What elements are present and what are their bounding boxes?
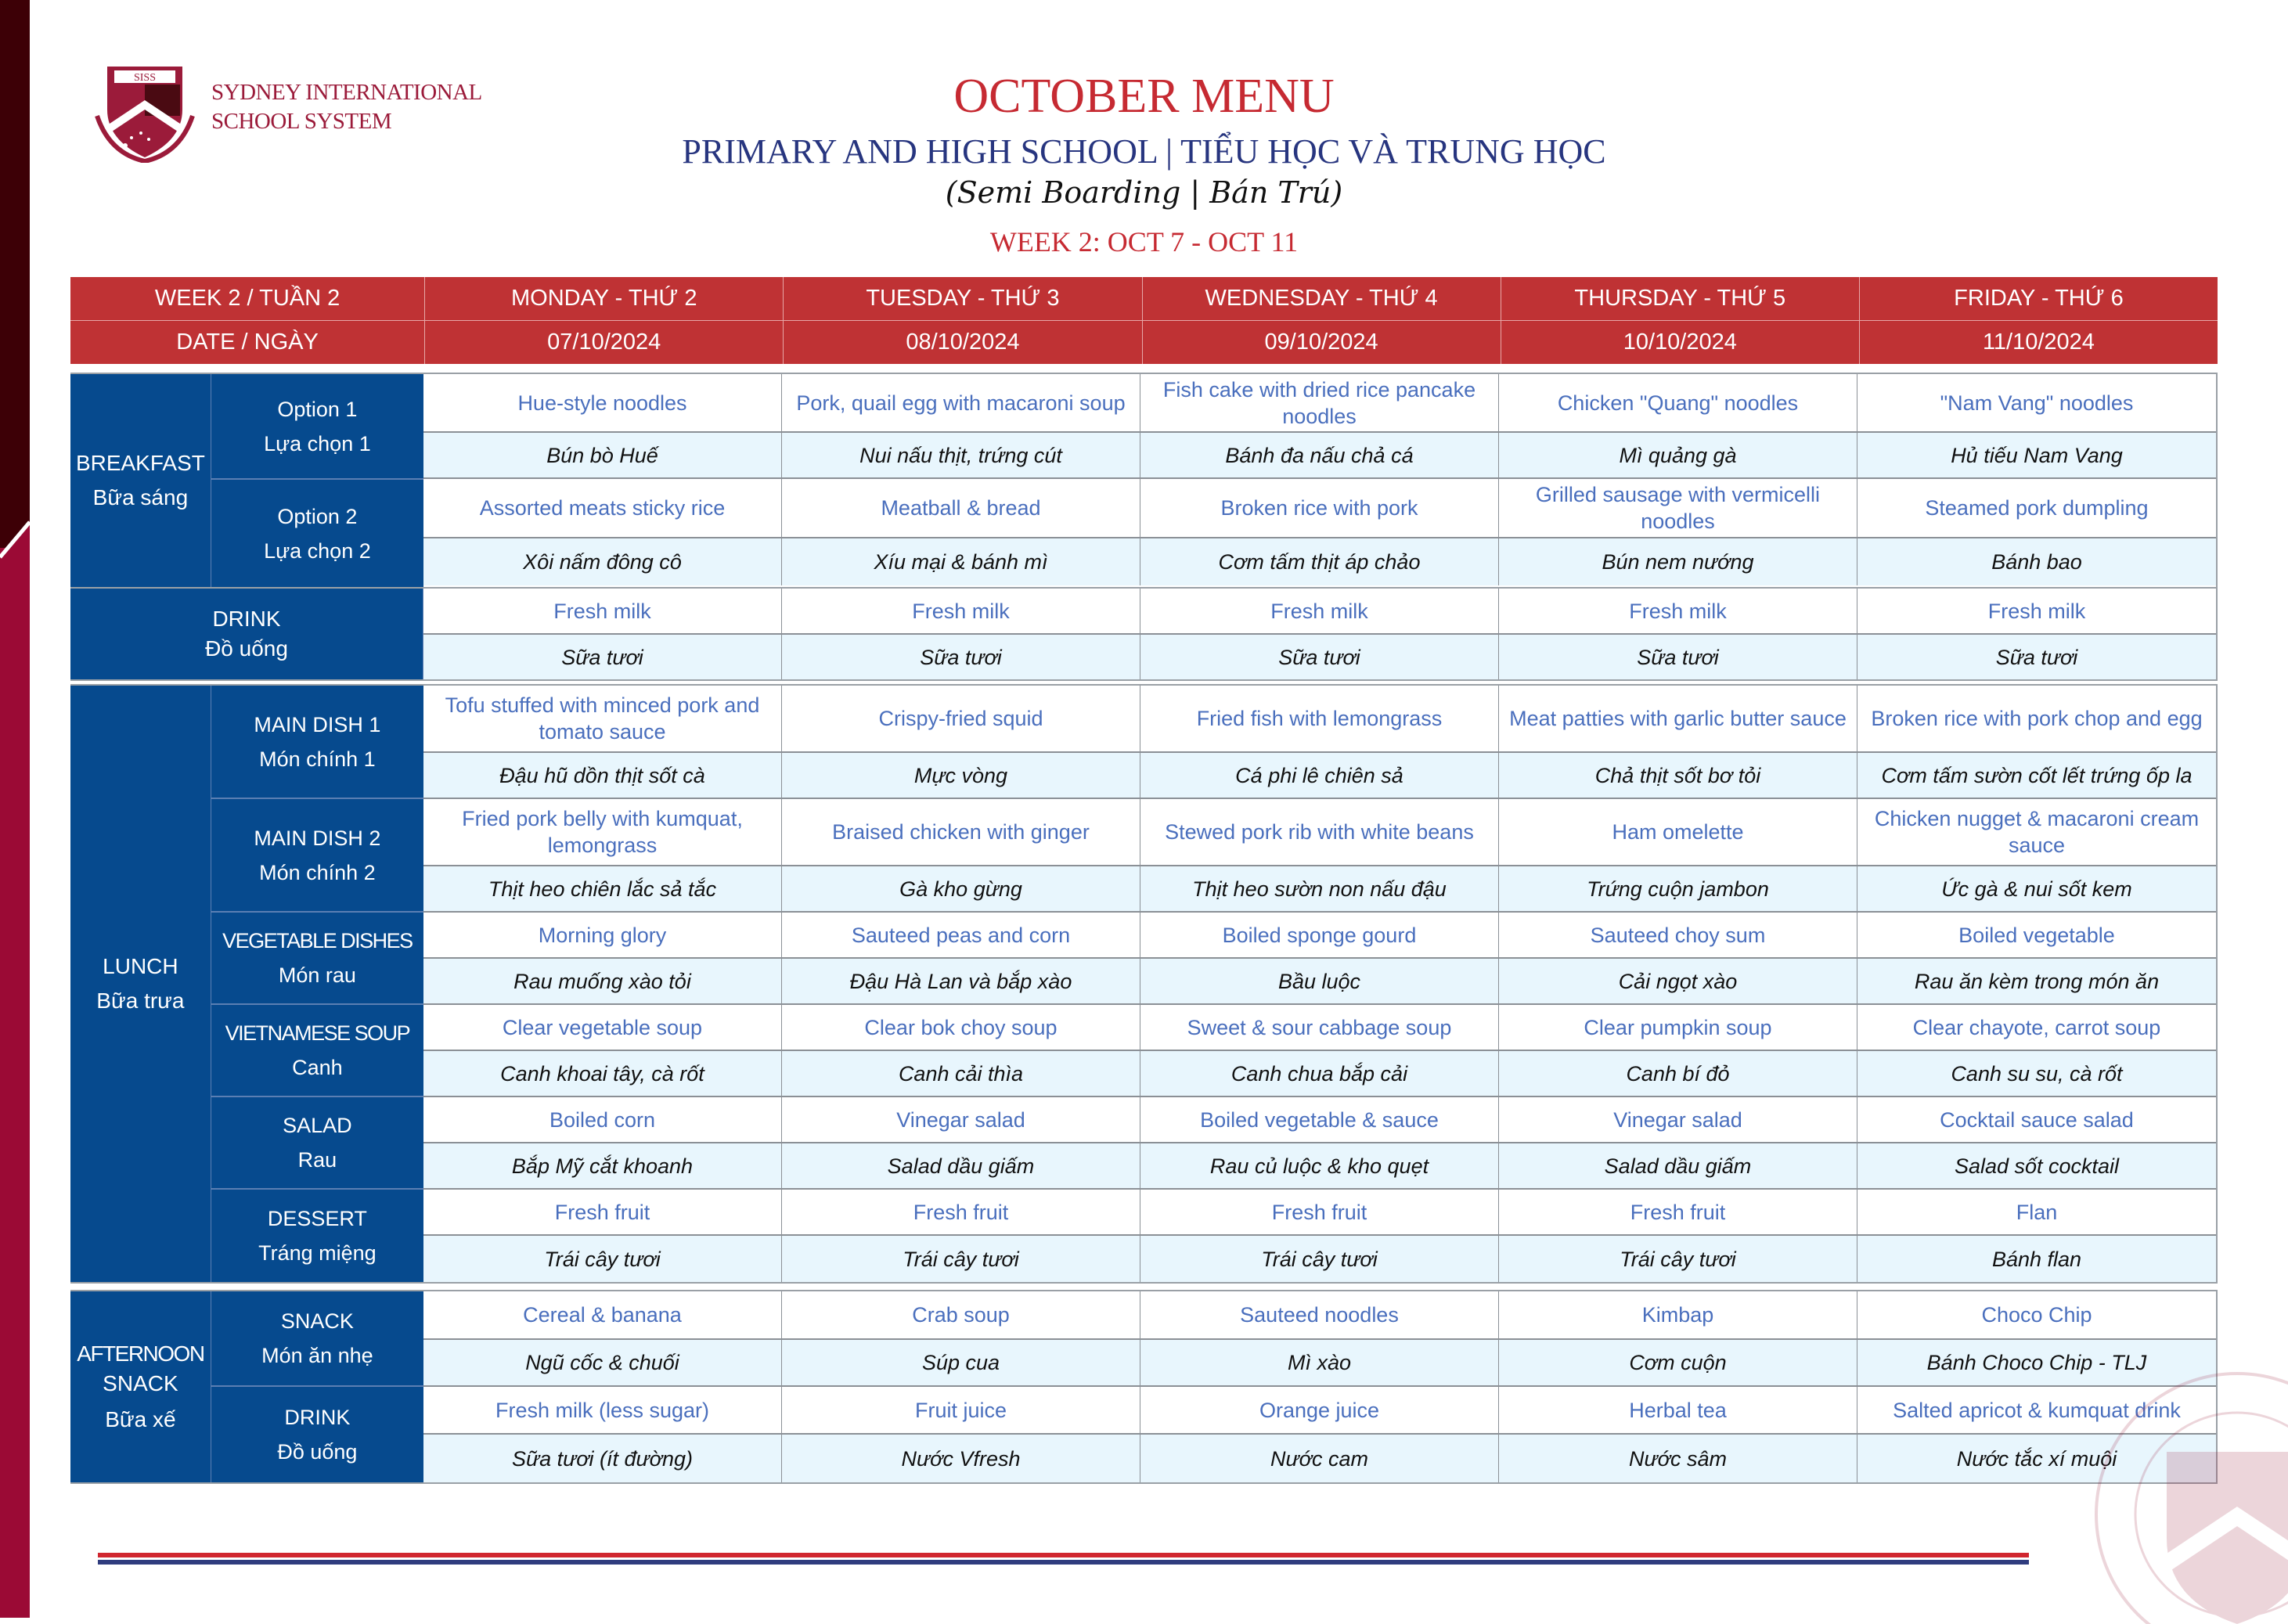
soup-label-vi: Canh bbox=[292, 1056, 343, 1079]
menu-cell: Chicken nugget & macaroni cream sauce bbox=[1874, 807, 2200, 857]
lunch-table bbox=[70, 684, 2218, 1284]
menu-cell: Fresh fruit bbox=[1140, 1190, 1499, 1234]
breakfast-drink-label-vi: Đồ uống bbox=[205, 636, 288, 661]
menu-cell: Bầu luộc bbox=[1140, 959, 1499, 1003]
menu-cell: Tofu stuffed with minced pork and tomato sauce bbox=[423, 686, 782, 751]
table-row bbox=[423, 913, 2216, 959]
menu-cell: Nước cam bbox=[1140, 1435, 1499, 1482]
menu-cell: Grilled sausage with vermicelli noodles bbox=[1499, 479, 1857, 537]
breakfast-label-en: BREAKFAST bbox=[75, 451, 205, 475]
page-title: OCTOBER MENU bbox=[953, 70, 1335, 123]
menu-cell: Fresh milk bbox=[423, 589, 782, 633]
afternoon-label-en1: AFTERNOON bbox=[77, 1341, 204, 1366]
menu-cell: Ức gà & nui sốt kem bbox=[1941, 877, 2132, 901]
menu-cell: Salad dầu giấm bbox=[782, 1143, 1140, 1188]
menu-cell: Bánh flan bbox=[1991, 1247, 2082, 1271]
menu-cell: Sweet & sour cabbage soup bbox=[1140, 1005, 1499, 1050]
salad-label-en: SALAD bbox=[283, 1114, 352, 1137]
menu-cell: Clear chayote, carrot soup bbox=[1912, 1015, 2161, 1039]
menu-cell: Crispy-fried squid bbox=[782, 686, 1140, 751]
menu-cell: Fresh milk bbox=[1140, 589, 1499, 633]
afternoon-table bbox=[70, 1290, 2218, 1484]
menu-cell: Trái cây tươi bbox=[1140, 1236, 1499, 1282]
main1-label-vi: Món chính 1 bbox=[259, 747, 376, 771]
table-row bbox=[423, 635, 2216, 679]
main1-label-en: MAIN DISH 1 bbox=[254, 712, 381, 736]
menu-cell: Fresh milk bbox=[1987, 599, 2086, 623]
menu-cell: Trái cây tươi bbox=[1499, 1236, 1857, 1282]
afternoon-label bbox=[70, 1291, 211, 1482]
menu-cell: Sauteed peas and corn bbox=[782, 913, 1140, 957]
breakfast-section bbox=[70, 373, 2218, 681]
menu-cell: Boiled sponge gourd bbox=[1140, 913, 1499, 957]
table-header bbox=[70, 277, 2218, 364]
snack-label bbox=[211, 1291, 423, 1387]
menu-cell: Thịt heo sườn non nấu đậu bbox=[1140, 866, 1499, 911]
menu-cell: Hủ tiếu Nam Vang bbox=[1951, 443, 2123, 467]
main2-label-en: MAIN DISH 2 bbox=[254, 826, 381, 850]
main2-label bbox=[211, 799, 423, 913]
menu-cell: Fresh fruit bbox=[423, 1190, 782, 1234]
menu-cell: Đậu Hà Lan và bắp xào bbox=[782, 959, 1140, 1003]
menu-cell: Clear vegetable soup bbox=[423, 1005, 782, 1050]
dessert-label-vi: Tráng miệng bbox=[258, 1241, 377, 1265]
menu-cell: Rau ăn kèm trong món ăn bbox=[1914, 969, 2160, 993]
vegetable-label-en: VEGETABLE DISHES bbox=[222, 929, 413, 952]
menu-cell: Bánh Choco Chip - TLJ bbox=[1926, 1351, 2147, 1374]
breakfast-drink bbox=[70, 589, 2218, 681]
table-row bbox=[423, 1236, 2216, 1282]
menu-cell: Bánh đa nấu chả cá bbox=[1140, 433, 1499, 477]
soup-label bbox=[211, 1005, 423, 1097]
menu-cell: Ham omelette bbox=[1499, 799, 1857, 865]
date-thursday: 10/10/2024 bbox=[1501, 321, 1860, 364]
footer-red-line bbox=[98, 1553, 2029, 1557]
menu-cell: Trái cây tươi bbox=[782, 1236, 1140, 1282]
lunch-label-en: LUNCH bbox=[103, 954, 178, 978]
table-row bbox=[423, 1143, 2216, 1190]
option1-label bbox=[211, 374, 423, 480]
school-name-line1: SYDNEY INTERNATIONAL bbox=[211, 80, 482, 105]
breakfast-label-vi: Bữa sáng bbox=[92, 485, 189, 510]
menu-cell: Assorted meats sticky rice bbox=[423, 479, 782, 537]
day-header-monday: MONDAY - THỨ 2 bbox=[425, 277, 784, 320]
menu-cell: Sữa tươi bbox=[1140, 635, 1499, 679]
menu-cell: Salad sốt cocktail bbox=[1954, 1154, 2120, 1178]
soup-label-en: VIETNAMESE SOUP bbox=[225, 1021, 410, 1045]
menu-cell: Broken rice with pork chop and egg bbox=[1871, 707, 2203, 730]
menu-cell: Súp cua bbox=[782, 1340, 1140, 1385]
date-label: DATE / NGÀY bbox=[70, 321, 425, 364]
menu-cell: Crab soup bbox=[782, 1291, 1140, 1338]
menu-cell: Cải ngọt xào bbox=[1499, 959, 1857, 1003]
afternoon-drink-label-vi: Đồ uống bbox=[277, 1440, 358, 1464]
menu-cell: Sữa tươi bbox=[782, 635, 1140, 679]
menu-cell: Fried pork belly with kumquat, lemongrass bbox=[423, 799, 782, 865]
table-row bbox=[423, 1190, 2216, 1236]
menu-cell: Nui nấu thịt, trứng cút bbox=[782, 433, 1140, 477]
menu-cell: Steamed pork dumpling bbox=[1925, 496, 2149, 520]
salad-label-vi: Rau bbox=[297, 1148, 337, 1172]
menu-cell: Bánh bao bbox=[1991, 550, 2082, 574]
menu-cell: Canh khoai tây, cà rốt bbox=[423, 1051, 782, 1096]
header-date-row bbox=[70, 321, 2218, 364]
menu-cell: Sauteed choy sum bbox=[1499, 913, 1857, 957]
date-friday: 11/10/2024 bbox=[1982, 329, 2095, 355]
menu-cell: Pork, quail egg with macaroni soup bbox=[782, 374, 1140, 431]
menu-cell: Boiled vegetable & sauce bbox=[1140, 1097, 1499, 1142]
menu-cell: Bắp Mỹ cắt khoanh bbox=[423, 1143, 782, 1188]
menu-cell: Broken rice with pork bbox=[1140, 479, 1499, 537]
page-subtitle: PRIMARY AND HIGH SCHOOL | TIỂU HỌC VÀ TRUNG HỌC bbox=[682, 132, 1606, 171]
option2-label bbox=[211, 480, 423, 587]
menu-cell: Vinegar salad bbox=[782, 1097, 1140, 1142]
afternoon-label-vi: Bữa xế bbox=[105, 1407, 176, 1431]
option1-label-en: Option 1 bbox=[277, 397, 358, 421]
menu-cell: Rau củ luộc & kho quẹt bbox=[1140, 1143, 1499, 1188]
menu-cell: Xíu mại & bánh mì bbox=[782, 538, 1140, 585]
menu-cell: Meatball & bread bbox=[782, 479, 1140, 537]
table-row bbox=[423, 433, 2216, 479]
menu-cell: Flan bbox=[2016, 1200, 2058, 1224]
option1-label-vi: Lựa chọn 1 bbox=[264, 431, 371, 456]
dessert-label-en: DESSERT bbox=[267, 1207, 367, 1230]
menu-cell: Canh chua bắp cải bbox=[1140, 1051, 1499, 1096]
table-row bbox=[423, 1435, 2216, 1482]
school-name-line2: SCHOOL SYSTEM bbox=[211, 109, 392, 134]
table-row bbox=[423, 589, 2216, 635]
table-row bbox=[423, 1291, 2216, 1340]
lunch-label-vi: Bữa trưa bbox=[96, 988, 185, 1013]
menu-cell: Canh cải thìa bbox=[782, 1051, 1140, 1096]
table-row bbox=[423, 1340, 2216, 1387]
menu-cell: Salad dầu giấm bbox=[1499, 1143, 1857, 1188]
menu-cell: Gà kho gừng bbox=[782, 866, 1140, 911]
menu-cell: Salted apricot & kumquat drink bbox=[1893, 1398, 2181, 1422]
table-row bbox=[423, 1005, 2216, 1051]
menu-cell: Chicken "Quang" noodles bbox=[1499, 374, 1857, 431]
footer-blue-line bbox=[98, 1560, 2029, 1565]
menu-cell: Xôi nấm đông cô bbox=[423, 538, 782, 585]
menu-cell: "Nam Vang" noodles bbox=[1940, 391, 2134, 415]
vegetable-label bbox=[211, 913, 423, 1005]
menu-cell: Fresh fruit bbox=[782, 1190, 1140, 1234]
menu-cell: Boiled vegetable bbox=[1958, 923, 2115, 947]
menu-cell: Fresh milk bbox=[1499, 589, 1857, 633]
menu-cell: Meat patties with garlic butter sauce bbox=[1499, 686, 1857, 751]
day-header-wednesday: WEDNESDAY - THỨ 4 bbox=[1143, 277, 1501, 320]
menu-cell: Boiled corn bbox=[423, 1097, 782, 1142]
menu-cell: Trứng cuộn jambon bbox=[1499, 866, 1857, 911]
program-label: (Semi Boarding | Bán Trú) bbox=[945, 175, 1343, 210]
menu-cell: Canh bí đỏ bbox=[1499, 1051, 1857, 1096]
table-row bbox=[423, 538, 2216, 585]
afternoon-drink-label-en: DRINK bbox=[284, 1406, 351, 1429]
menu-cell: Cơm tấm sườn cốt lết trứng ốp la bbox=[1881, 763, 2193, 787]
menu-cell: Sữa tươi bbox=[1995, 645, 2078, 669]
table-row bbox=[423, 866, 2216, 913]
breakfast-options bbox=[70, 373, 2218, 589]
menu-cell: Fresh fruit bbox=[1499, 1190, 1857, 1234]
breakfast-label bbox=[70, 374, 211, 587]
breakfast-drink-label-en: DRINK bbox=[212, 607, 281, 631]
menu-cell: Mì xào bbox=[1140, 1340, 1499, 1385]
week-label: WEEK 2 / TUẦN 2 bbox=[70, 277, 425, 320]
menu-cell: Cơm tấm thịt áp chảo bbox=[1140, 538, 1499, 585]
menu-cell: Nước Vfresh bbox=[782, 1435, 1140, 1482]
crest-watermark-icon bbox=[2088, 1366, 2288, 1624]
menu-cell: Sauteed noodles bbox=[1140, 1291, 1499, 1338]
menu-cell: Cơm cuộn bbox=[1499, 1340, 1857, 1385]
menu-cell: Braised chicken with ginger bbox=[782, 799, 1140, 865]
menu-cell: Mực vòng bbox=[782, 753, 1140, 798]
breakfast-drink-label bbox=[70, 589, 423, 679]
afternoon-section bbox=[70, 1290, 2218, 1484]
menu-cell: Bún bò Huế bbox=[423, 433, 782, 477]
table-row bbox=[423, 686, 2216, 753]
menu-cell: Rau muống xào tỏi bbox=[423, 959, 782, 1003]
menu-cell: Sữa tươi bbox=[1499, 635, 1857, 679]
vegetable-label-vi: Món rau bbox=[278, 963, 356, 987]
dessert-label bbox=[211, 1190, 423, 1282]
menu-cell: Trái cây tươi bbox=[423, 1236, 782, 1282]
header-day-row bbox=[70, 277, 2218, 321]
table-row bbox=[423, 753, 2216, 799]
week-range: WEEK 2: OCT 7 - OCT 11 bbox=[989, 226, 1299, 257]
menu-cell: Canh su su, cà rốt bbox=[1951, 1061, 2123, 1086]
menu-cell: Fresh milk (less sugar) bbox=[423, 1387, 782, 1433]
menu-cell: Fresh milk bbox=[782, 589, 1140, 633]
menu-cell: Mì quảng gà bbox=[1499, 433, 1857, 477]
table-row bbox=[423, 374, 2216, 433]
menu-cell: Fried fish with lemongrass bbox=[1140, 686, 1499, 751]
menu-cell: Bún nem nướng bbox=[1499, 538, 1857, 585]
menu-cell: Nước tắc xí muội bbox=[1956, 1446, 2117, 1471]
lunch-section bbox=[70, 684, 2218, 1284]
day-header-friday: FRIDAY - THỨ 6 bbox=[1954, 286, 2124, 311]
menu-cell: Clear pumpkin soup bbox=[1499, 1005, 1857, 1050]
date-monday: 07/10/2024 bbox=[425, 321, 784, 364]
afternoon-drink-label bbox=[211, 1387, 423, 1482]
menu-cell: Cá phi lê chiên sả bbox=[1140, 753, 1499, 798]
menu-cell: Nước sâm bbox=[1499, 1435, 1857, 1482]
option2-label-vi: Lựa chọn 2 bbox=[264, 538, 371, 563]
snack-label-en: SNACK bbox=[280, 1309, 354, 1333]
menu-cell: Stewed pork rib with white beans bbox=[1140, 799, 1499, 865]
main2-label-vi: Món chính 2 bbox=[259, 860, 376, 884]
svg-text:SISS: SISS bbox=[133, 72, 157, 84]
day-header-thursday: THURSDAY - THỨ 5 bbox=[1501, 277, 1860, 320]
menu-cell: Herbal tea bbox=[1499, 1387, 1857, 1433]
menu-cell: Cereal & banana bbox=[423, 1291, 782, 1338]
menu-cell: Thịt heo chiên lắc sả tắc bbox=[423, 866, 782, 911]
main1-label bbox=[211, 686, 423, 799]
option2-label-en: Option 2 bbox=[277, 504, 358, 528]
menu-cell: Choco Chip bbox=[1981, 1303, 2092, 1327]
table-row bbox=[423, 1051, 2216, 1097]
afternoon-label-en2: SNACK bbox=[103, 1371, 178, 1395]
menu-cell: Ngũ cốc & chuối bbox=[423, 1340, 782, 1385]
date-tuesday: 08/10/2024 bbox=[784, 321, 1142, 364]
menu-cell: Đậu hũ dồn thịt sốt cà bbox=[423, 753, 782, 798]
date-wednesday: 09/10/2024 bbox=[1143, 321, 1501, 364]
menu-cell: Orange juice bbox=[1140, 1387, 1499, 1433]
menu-cell: Morning glory bbox=[423, 913, 782, 957]
menu-cell: Sữa tươi bbox=[423, 635, 782, 679]
menu-cell: Vinegar salad bbox=[1499, 1097, 1857, 1142]
menu-cell: Hue-style noodles bbox=[423, 374, 782, 431]
lunch-label bbox=[70, 686, 211, 1282]
table-row bbox=[423, 959, 2216, 1005]
table-row bbox=[423, 479, 2216, 538]
menu-cell: Kimbap bbox=[1499, 1291, 1857, 1338]
table-row bbox=[423, 1097, 2216, 1143]
menu-cell: Clear bok choy soup bbox=[782, 1005, 1140, 1050]
menu-cell: Fish cake with dried rice pancake noodles bbox=[1140, 374, 1499, 431]
menu-cell: Chả thịt sốt bơ tỏi bbox=[1499, 753, 1857, 798]
menu-cell: Fruit juice bbox=[782, 1387, 1140, 1433]
snack-label-vi: Món ăn nhẹ bbox=[261, 1344, 373, 1367]
menu-cell: Sữa tươi (ít đường) bbox=[423, 1435, 782, 1482]
salad-label bbox=[211, 1097, 423, 1190]
menu-cell: Cocktail sauce salad bbox=[1940, 1107, 2134, 1132]
day-header-tuesday: TUESDAY - THỨ 3 bbox=[784, 277, 1142, 320]
table-row bbox=[423, 1387, 2216, 1435]
table-row bbox=[423, 799, 2216, 866]
